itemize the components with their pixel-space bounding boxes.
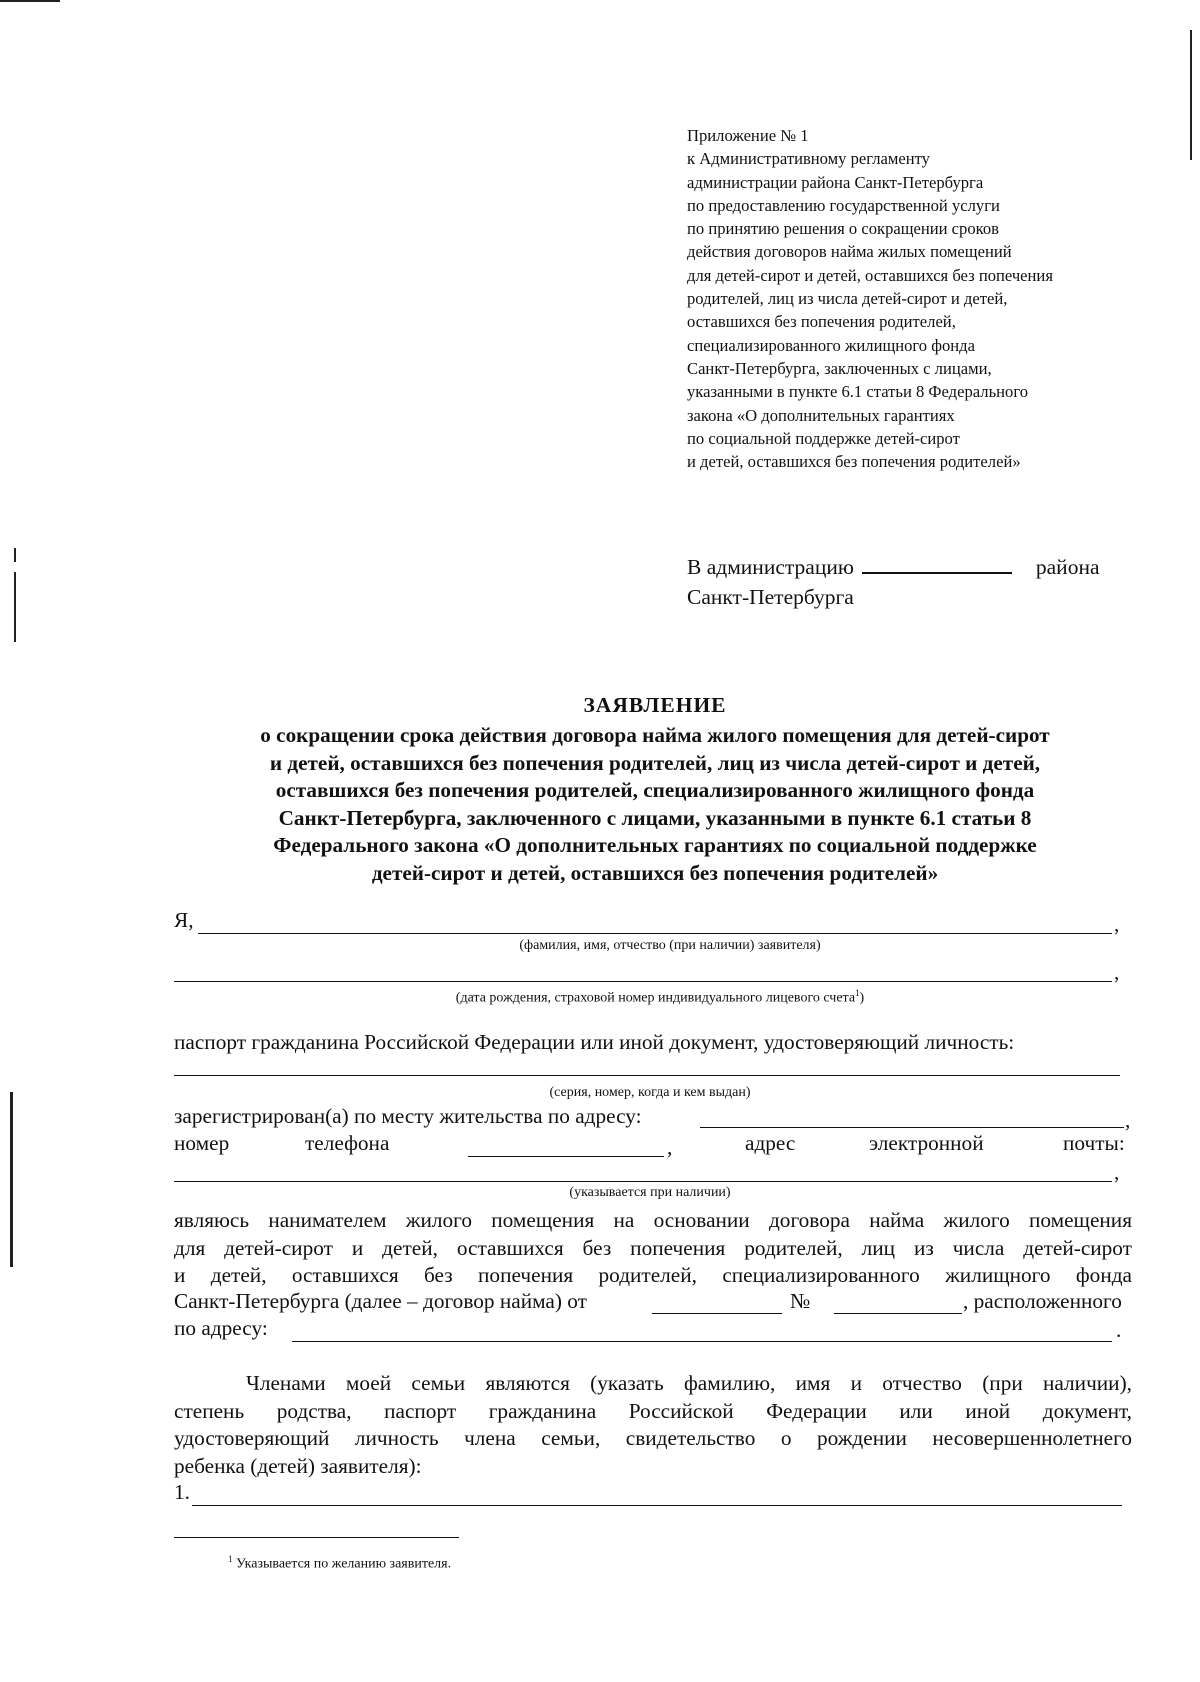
addressee-city: Санкт-Петербурга bbox=[687, 585, 854, 609]
appendix-line: родителей, лиц из числа детей-сирот и детей, bbox=[687, 289, 1008, 309]
addressee-block bbox=[687, 552, 1100, 612]
comma: , bbox=[667, 1135, 673, 1159]
email-word-3: почты: bbox=[1063, 1131, 1125, 1155]
paragraph-line: являюсь нанимателем жилого помещения на основании договора найма жилого помещения bbox=[174, 1208, 1132, 1232]
paragraph-line: степень родства, паспорт гражданина Российской Федерации или иной документ, bbox=[174, 1398, 1132, 1423]
address-prefix: по адресу: bbox=[174, 1316, 268, 1340]
document-subtitle bbox=[150, 722, 1160, 888]
appendix-line: специализированного жилищного фонда bbox=[687, 335, 975, 355]
phone-word-1: номер bbox=[174, 1131, 230, 1155]
comma: , bbox=[1125, 1108, 1131, 1132]
appendix-line: Санкт-Петербурга, заключенных с лицами, bbox=[687, 358, 992, 378]
appendix-line: закона «О дополнительных гарантиях bbox=[687, 405, 955, 425]
passport-label: паспорт гражданина Российской Федерации или иной документ, удостоверяющий личность: bbox=[174, 1030, 1015, 1054]
footnote bbox=[228, 1554, 451, 1573]
phone-word-2: телефона bbox=[305, 1131, 390, 1155]
addressee-prefix: В администрацию bbox=[687, 555, 854, 579]
applicant-name-field[interactable] bbox=[198, 933, 1112, 934]
subtitle-line: о сокращении срока действия договора найма жилого помещения для детей-сирот bbox=[260, 723, 1050, 747]
caption-birth-snils: (дата рождения, страховой номер индивидуального лицевого счета$^1$) bbox=[455, 988, 865, 1006]
contract-prefix: Санкт-Петербурга (далее – договор найма) от bbox=[174, 1289, 587, 1313]
district-field[interactable] bbox=[862, 552, 1012, 574]
paragraph-line: и детей, оставшихся без попечения родителей, специализированного жилищного фонда bbox=[174, 1263, 1132, 1287]
apartment-address-field[interactable] bbox=[292, 1341, 1112, 1342]
scan-mark-right bbox=[1190, 30, 1192, 160]
subtitle-line: оставшихся без попечения родителей, специализированного жилищного фонда bbox=[275, 778, 1035, 803]
footnote-text: Указывается по желанию заявителя. bbox=[232, 1556, 452, 1572]
appendix-line: по социальной поддержке детей-сирот bbox=[687, 428, 960, 448]
i-prefix: Я, bbox=[174, 908, 194, 932]
birth-snils-field[interactable] bbox=[174, 981, 1112, 982]
appendix-line: действия договоров найма жилых помещений bbox=[687, 242, 1012, 262]
subtitle-line: Федерального закона «О дополнительных гарантиях по социальной поддержке bbox=[273, 833, 1037, 858]
scan-mark-left-1 bbox=[14, 548, 16, 562]
comma: , bbox=[1114, 1160, 1120, 1184]
period: . bbox=[1116, 1318, 1122, 1342]
footnote-mark: 1 bbox=[228, 1554, 233, 1564]
paragraph-line: удостоверяющий личность члена семьи, свидетельство о рождении несовершеннолетнего bbox=[174, 1426, 1132, 1450]
addressee-suffix: района bbox=[1035, 555, 1100, 579]
appendix-line: к Административному регламенту bbox=[687, 149, 930, 169]
subtitle-line: детей-сирот и детей, оставшихся без попечения родителей» bbox=[371, 860, 939, 885]
phone-field[interactable] bbox=[468, 1156, 664, 1157]
appendix-line: администрации района Санкт-Петербурга bbox=[687, 172, 984, 192]
appendix-block bbox=[687, 124, 1137, 473]
comma: , bbox=[1114, 960, 1120, 984]
family-paragraph bbox=[174, 1370, 1132, 1480]
tenant-paragraph bbox=[174, 1207, 1132, 1290]
email-word-2: электронной bbox=[869, 1131, 984, 1155]
paragraph-line: для детей-сирот и детей, оставшихся без попечения родителей, лиц из числа детей-сирот bbox=[174, 1235, 1132, 1260]
scan-mark-top bbox=[0, 0, 60, 2]
document-title: ЗАЯВЛЕНИЕ bbox=[583, 693, 727, 717]
contract-number-field[interactable] bbox=[834, 1313, 962, 1314]
scan-mark-left-2 bbox=[14, 572, 16, 642]
title-block bbox=[150, 690, 1160, 888]
footnote-ref: 1 bbox=[855, 988, 860, 998]
appendix-line: для детей-сирот и детей, оставшихся без попечения bbox=[687, 265, 1053, 285]
caption-passport: (серия, номер, когда и кем выдан) bbox=[549, 1085, 751, 1100]
caption-optional: (указывается при наличии) bbox=[569, 1185, 731, 1200]
scan-mark-left-3 bbox=[10, 1092, 13, 1267]
paragraph-line: ребенка (детей) заявителя): bbox=[174, 1453, 422, 1478]
paragraph-line: Членами моей семьи являются (указать фамилию, имя и отчество (при наличии), bbox=[246, 1371, 1132, 1395]
footnote-rule bbox=[174, 1537, 459, 1538]
comma: , bbox=[1114, 912, 1120, 936]
subtitle-line: и детей, оставшихся без попечения родителей, лиц из числа детей-сирот и детей, bbox=[269, 750, 1041, 775]
contract-date-field[interactable] bbox=[652, 1313, 782, 1314]
caption-applicant-name: (фамилия, имя, отчество (при наличии) заявителя) bbox=[519, 938, 821, 953]
appendix-line: по принятию решения о сокращении сроков bbox=[687, 219, 999, 239]
email-field[interactable] bbox=[174, 1181, 1112, 1182]
appendix-line: и детей, оставшихся без попечения родителей» bbox=[687, 452, 1021, 472]
appendix-line: указанными в пункте 6.1 статьи 8 Федерального bbox=[687, 382, 1029, 402]
email-word-1: адрес bbox=[745, 1131, 796, 1155]
family-item-number: 1. bbox=[174, 1480, 190, 1504]
contract-number-sign: № bbox=[790, 1289, 811, 1313]
appendix-line: оставшихся без попечения родителей, bbox=[687, 312, 956, 332]
contract-suffix: , расположенного bbox=[963, 1289, 1122, 1313]
registration-address-field[interactable] bbox=[700, 1127, 1124, 1128]
registered-label: зарегистрирован(а) по месту жительства по адресу: bbox=[174, 1104, 642, 1128]
family-member-1-field[interactable] bbox=[192, 1505, 1122, 1506]
passport-field[interactable] bbox=[174, 1075, 1120, 1076]
appendix-line: по предоставлению государственной услуги bbox=[687, 195, 1000, 215]
subtitle-line: Санкт-Петербурга, заключенного с лицами, указанными в пункте 6.1 статьи 8 bbox=[278, 805, 1032, 830]
appendix-line: Приложение № 1 bbox=[687, 126, 809, 145]
